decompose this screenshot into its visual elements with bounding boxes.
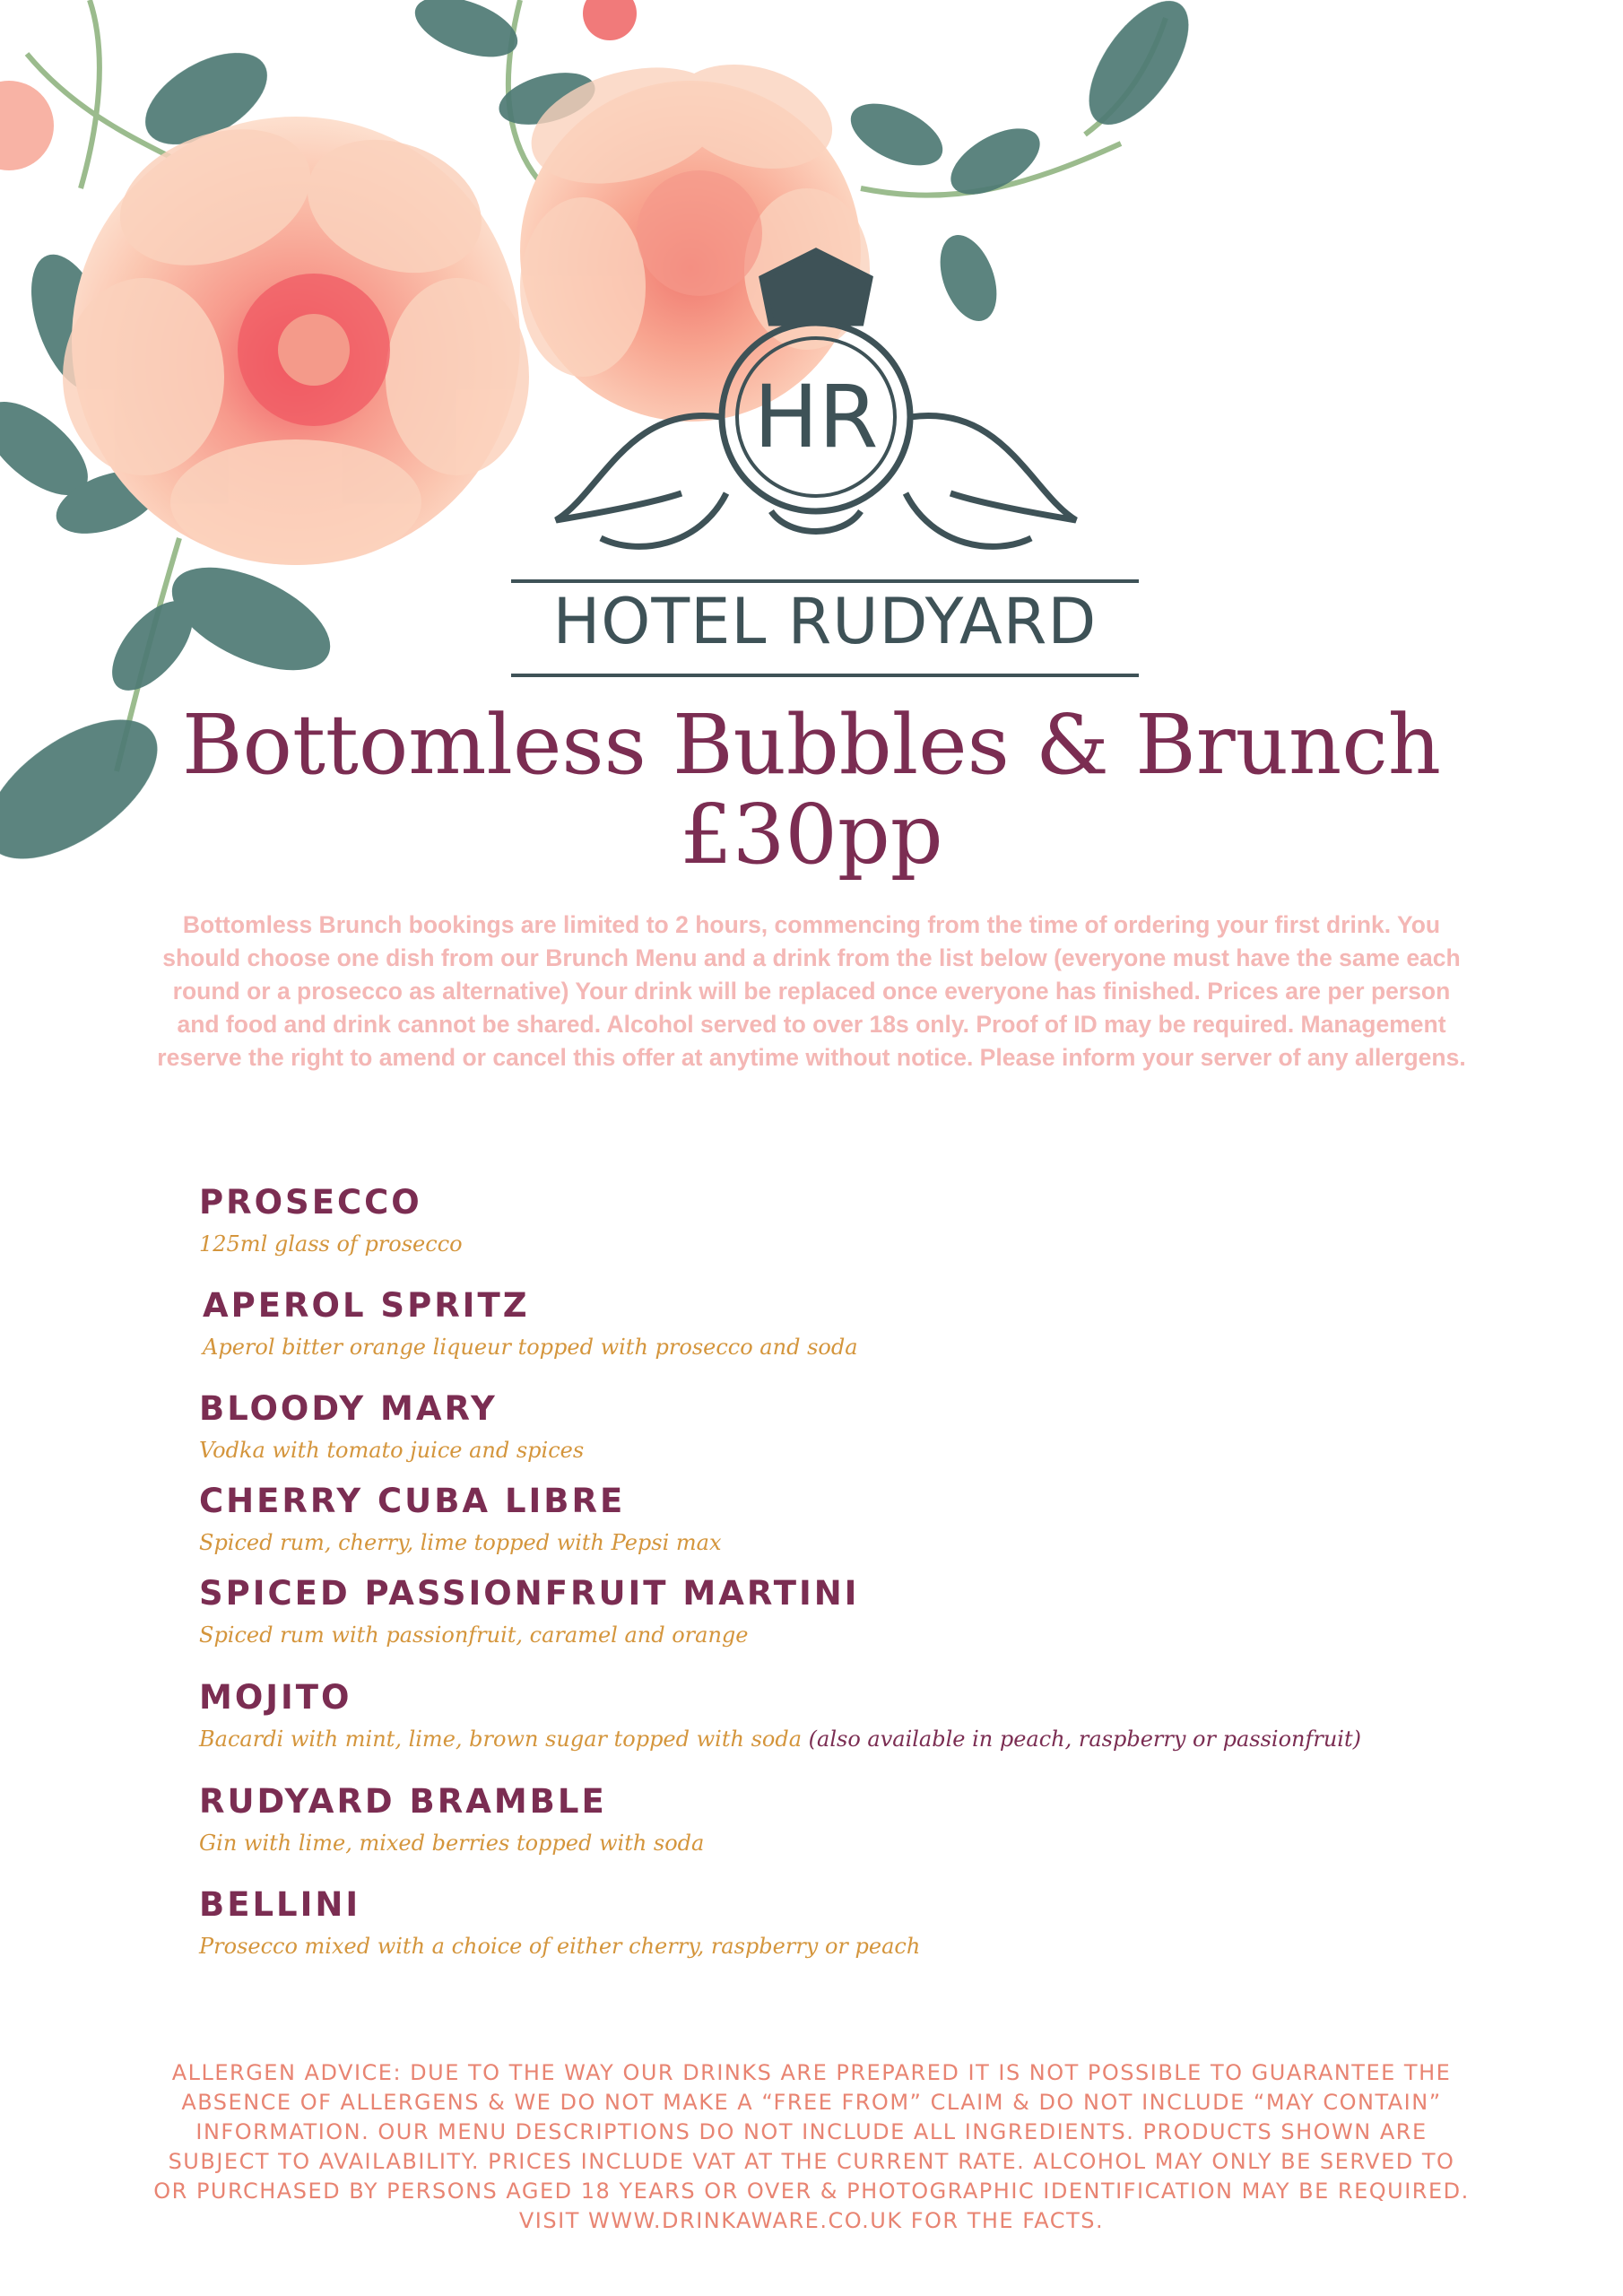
menu-item-name: BELLINI — [199, 1885, 361, 1924]
menu-item-description: Prosecco mixed with a choice of either cherry, raspberry or peach — [199, 1934, 921, 1959]
allergen-advice: ALLERGEN ADVICE: DUE TO THE WAY OUR DRINKS ARE PREPARED IT IS NOT POSSIBLE TO GUARANTEE THE ABSENCE OF ALLERGENS & WE DO NOT MAKE A “FREE FROM” CLAIM & DO NOT INCLUDE “MAY CONTAIN” INFORMATION. OUR MENU DESCRIPTIONS DO NOT INCLUDE ALL INGREDIENTS. PRODUCTS SHOWN ARE SUBJECT TO AVAILABILITY. PRICES INCLUDE VAT AT THE CURRENT RATE. ALCOHOL MAY ONLY BE SERVED TO OR PURCHASED BY PERSONS AGED 18 YEARS OR OVER & PHOTOGRAPHIC IDENTIFICATION MAY BE REQUIRED. VISIT WWW.DRINKAWARE.CO.UK FOR THE FACTS. — [153, 2060, 1470, 2233]
menu-item-aperol-spritz — [203, 1286, 858, 1361]
menu-item-prosecco — [199, 1183, 463, 1257]
menu-item-name: APEROL SPRITZ — [203, 1286, 530, 1325]
hotel-name: HOTEL RUDYARD — [552, 585, 1098, 658]
menu-item-bellini — [199, 1885, 921, 1960]
menu-item-description: Spiced rum, cherry, lime topped with Pepsi max — [199, 1530, 722, 1555]
page-title: Bottomless Bubbles & Brunch — [181, 697, 1442, 793]
menu-item-description: Spiced rum with passionfruit, caramel and orange — [199, 1622, 749, 1648]
price-title: £30pp — [680, 787, 943, 883]
menu-item-description: 125ml glass of prosecco — [199, 1231, 463, 1257]
menu-item-description: Vodka with tomato juice and spices — [199, 1438, 585, 1463]
menu-item-description: Bacardi with mint, lime, brown sugar topped with soda — [199, 1726, 803, 1752]
menu-item-rudyard-bramble — [199, 1782, 705, 1857]
menu-item-name: CHERRY CUBA LIBRE — [199, 1482, 626, 1520]
menu-item-name: BLOODY MARY — [199, 1389, 498, 1428]
menu-item-cherry-cuba-libre — [199, 1484, 722, 1556]
logo-monogram: HR — [753, 367, 879, 467]
menu-item-name: PROSECCO — [199, 1183, 422, 1222]
menu-item-name: SPICED PASSIONFRUIT MARTINI — [199, 1574, 860, 1613]
menu-item-spiced-passionfruit-martini — [199, 1574, 860, 1648]
menu-item-description: Gin with lime, mixed berries topped with soda — [199, 1831, 705, 1856]
menu-item-bloody-mary — [199, 1389, 585, 1464]
menu-item-mojito — [199, 1678, 1361, 1752]
menu-item-note: (also available in peach, raspberry or passionfruit) — [808, 1726, 1361, 1752]
intro-terms: Bottomless Brunch bookings are limited to 2 hours, commencing from the time of ordering your first drink. You should choose one dish from our Brunch Menu and a drink from the list below (everyone must have the same each round or a prosecco as alternative) Your drink will be replaced once everyone has finished. Prices are per person and food and drink cannot be shared. Alcohol served to over 18s only. Proof of ID may be required. Management reserve the right to amend or cancel this offer at anytime without notice. Please inform your server of any allergens. — [157, 911, 1466, 1071]
menu-item-description: Aperol bitter orange liqueur topped with prosecco and soda — [203, 1335, 858, 1360]
menu-item-name: RUDYARD BRAMBLE — [199, 1782, 607, 1821]
menu-item-description-wrap — [199, 1726, 1361, 1752]
menu-item-name: MOJITO — [199, 1678, 352, 1717]
